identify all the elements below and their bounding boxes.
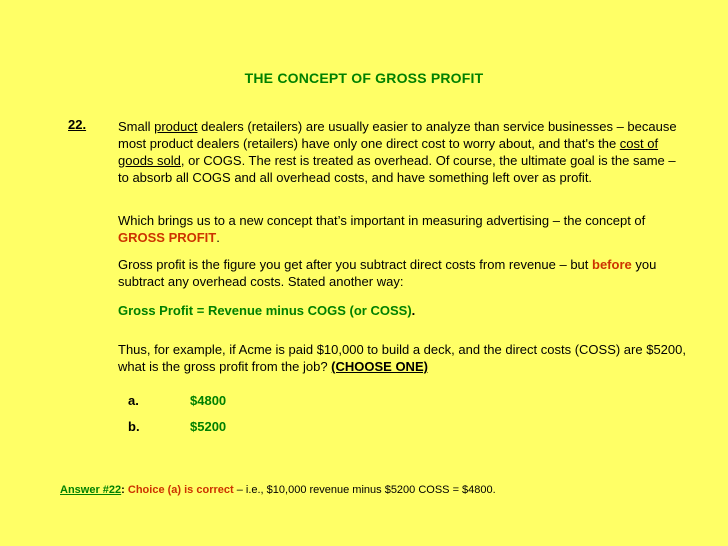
text: . bbox=[216, 230, 220, 245]
page-title: THE CONCEPT OF GROSS PROFIT bbox=[244, 70, 484, 86]
question-number: 22. bbox=[68, 117, 87, 132]
answer-separator: : bbox=[121, 484, 128, 496]
text: Gross profit is the figure you get after you subtract direct costs from revenue – but bbox=[118, 257, 592, 272]
answer-label: Answer #22 bbox=[60, 484, 122, 496]
term-product: product bbox=[154, 119, 198, 134]
text: you subtract any overhead costs. Stated another way: bbox=[118, 257, 657, 289]
answer-choice: Choice (a) is correct bbox=[127, 484, 234, 496]
text: dealers (retailers) are usually easier to analyze than service businesses – because most product dealers (retailers) have only one direct cost to worry about, and that's the bbox=[118, 119, 677, 151]
paragraph-intro bbox=[118, 118, 688, 186]
answer-line bbox=[60, 484, 496, 496]
option-value: $5200 bbox=[190, 419, 227, 434]
formula-period: . bbox=[411, 303, 416, 318]
term-cost-of-goods-sold: cost of goods sold bbox=[118, 136, 659, 168]
choose-one-label: (CHOOSE ONE) bbox=[331, 359, 428, 374]
option-value: $4800 bbox=[190, 393, 227, 408]
paragraph-concept bbox=[118, 212, 688, 246]
answer-explanation: – i.e., $10,000 revenue minus $5200 COSS = $4800. bbox=[233, 484, 496, 496]
text: Small bbox=[118, 119, 155, 134]
paragraph-example bbox=[118, 341, 688, 375]
option-letter: b. bbox=[128, 419, 140, 434]
formula-text: Gross Profit = Revenue minus COGS (or COSS) bbox=[118, 303, 412, 318]
term-before: before bbox=[592, 257, 632, 272]
text: , or COGS. The rest is treated as overhead. Of course, the ultimate goal is the same – to absorb all COGS and all overhead costs, and have something left over as profit. bbox=[118, 153, 676, 185]
term-gross-profit: GROSS PROFIT bbox=[118, 230, 217, 245]
option-letter: a. bbox=[128, 393, 139, 408]
formula bbox=[118, 303, 415, 318]
paragraph-definition bbox=[118, 256, 688, 290]
text: Thus, for example, if Acme is paid $10,000 to build a deck, and the direct costs (COSS) are $5200, what is the gross profit from the job? bbox=[118, 342, 686, 374]
text: Which brings us to a new concept that’s important in measuring advertising – the concept of bbox=[118, 213, 646, 228]
